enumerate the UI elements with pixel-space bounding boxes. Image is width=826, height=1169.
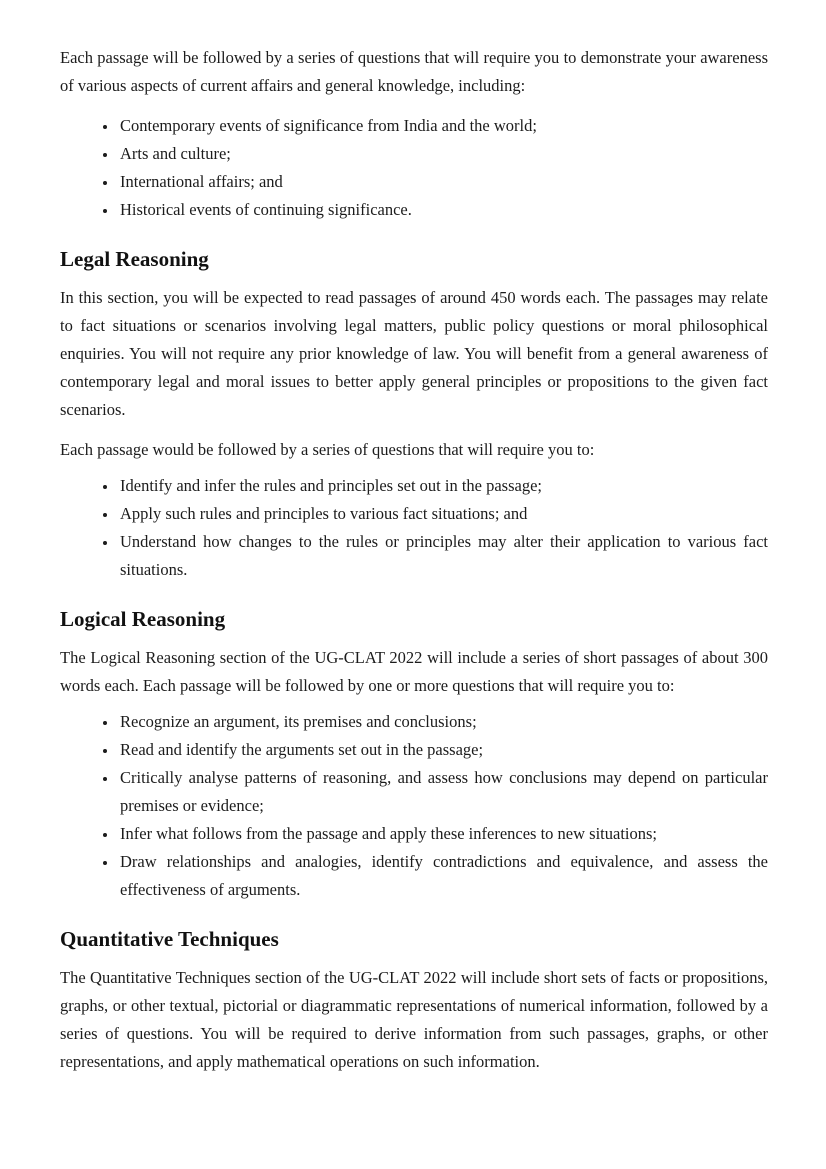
legal-reasoning-paragraph-1: In this section, you will be expected to read passages of around 450 words each. The passages may relate to fact situations or scenarios involving legal matters, public policy questions or moral philosophical enquiries. You will not require any prior knowledge of law. You will benefit from a general awareness of contemporary legal and moral issues to better apply general principles or propositions to the given fact scenarios. (60, 288, 768, 419)
list-item: • Read and identify the arguments set out in the passage; (118, 736, 768, 764)
list-item: • Apply such rules and principles to various fact situations; and (118, 500, 768, 528)
quantitative-techniques-paragraph-1: The Quantitative Techniques section of the UG-CLAT 2022 will include short sets of facts or propositions, graphs, or other textual, pictorial or diagrammatic representations of numerical information, followed by a series of questions. You will be required to derive information from such passages, graphs, or other representations, and apply mathematical operations on such information. (60, 968, 768, 1071)
section-heading-logical-reasoning: Logical Reasoning (60, 607, 226, 631)
section-heading-quantitative-techniques: Quantitative Techniques (60, 927, 279, 951)
gk-topics-list (60, 112, 768, 224)
list-item: • Identify and infer the rules and principles set out in the passage; (118, 472, 768, 500)
list-item: • Critically analyse patterns of reasoning, and assess how conclusions may depend on particular premises or evidence; (118, 764, 768, 820)
section-heading-legal-reasoning: Legal Reasoning (60, 247, 209, 271)
intro-paragraph: Each passage will be followed by a series of questions that will require you to demonstrate your awareness of various aspects of current affairs and general knowledge, including: (60, 48, 768, 95)
list-item: • Infer what follows from the passage and apply these inferences to new situations; (118, 820, 768, 848)
list-item: • Understand how changes to the rules or principles may alter their application to various fact situations. (118, 528, 768, 584)
legal-reasoning-skills-list (60, 472, 768, 584)
list-item: • International affairs; and (118, 168, 768, 196)
logical-reasoning-paragraph-1: The Logical Reasoning section of the UG-CLAT 2022 will include a series of short passages of about 300 words each. Each passage will be followed by one or more questions that will require you to: (60, 648, 768, 695)
list-item: • Recognize an argument, its premises and conclusions; (118, 708, 768, 736)
list-item: • Contemporary events of significance from India and the world; (118, 112, 768, 140)
legal-reasoning-paragraph-2: Each passage would be followed by a series of questions that will require you to: (60, 440, 595, 459)
logical-reasoning-skills-list (60, 708, 768, 904)
list-item: • Arts and culture; (118, 140, 768, 168)
list-item: • Historical events of continuing significance. (118, 196, 768, 224)
list-item: • Draw relationships and analogies, identify contradictions and equivalence, and assess the effectiveness of arguments. (118, 848, 768, 904)
